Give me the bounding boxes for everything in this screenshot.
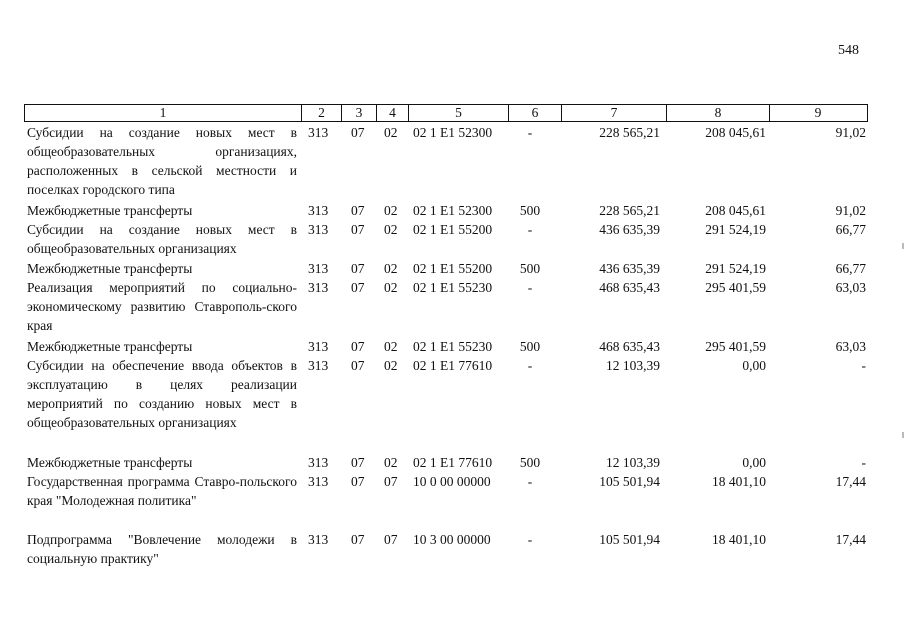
- row-col-6: -: [527, 474, 533, 489]
- row-col-6: -: [527, 358, 533, 373]
- header-col-6: 6: [508, 105, 561, 121]
- row-col-9: 63,03: [835, 339, 866, 354]
- row-col-9: 66,77: [835, 261, 866, 276]
- row-col-8: 291 524,19: [705, 222, 766, 237]
- row-col-7: 228 565,21: [599, 125, 660, 140]
- row-col-2: 313: [308, 280, 329, 295]
- row-name: Подпрограмма "Вовлечение молодежи в социальную практику": [27, 532, 297, 566]
- row-col-5: 02 1 E1 52300: [413, 203, 493, 218]
- row-col-5: 02 1 E1 55230: [413, 339, 493, 354]
- row-name: Межбюджетные трансферты: [27, 455, 193, 470]
- row-col-8: 295 401,59: [705, 339, 766, 354]
- row-col-5: 10 0 00 00000: [413, 474, 491, 489]
- row-col-8: 0,00: [742, 455, 766, 470]
- row-col-9: 91,02: [835, 203, 866, 218]
- row-name: Субсидии на создание новых мест в общеобразовательных организациях: [27, 222, 297, 256]
- row-col-7: 12 103,39: [606, 455, 660, 470]
- row-col-4: 02: [384, 339, 398, 354]
- row-col-2: 313: [308, 339, 329, 354]
- row-col-5: 02 1 E1 55230: [413, 280, 493, 295]
- row-col-9: -: [861, 455, 866, 470]
- row-col-2: 313: [308, 125, 329, 140]
- row-col-7: 105 501,94: [599, 532, 660, 547]
- row-col-7: 468 635,43: [599, 280, 660, 295]
- header-col-3: 3: [341, 105, 376, 121]
- row-col-5: 02 1 E1 52300: [413, 125, 493, 140]
- row-col-2: 313: [308, 261, 329, 276]
- header-col-8: 8: [666, 105, 769, 121]
- row-col-4: 02: [384, 280, 398, 295]
- header-col-5: 5: [408, 105, 508, 121]
- row-col-9: -: [861, 358, 866, 373]
- row-name: Субсидии на обеспечение ввода объектов в эксплуатацию в целях реализации мероприятий по созданию новых мест в общеобразовательных организациях: [27, 358, 297, 430]
- row-col-8: 295 401,59: [705, 280, 766, 295]
- row-col-5: 02 1 E1 77610: [413, 358, 493, 373]
- row-col-4: 02: [384, 125, 398, 140]
- row-col-4: 02: [384, 222, 398, 237]
- row-col-4: 02: [384, 261, 398, 276]
- row-col-4: 02: [384, 455, 398, 470]
- row-name: Субсидии на создание новых мест в общеобразовательных организациях, расположенных в сельской местности и поселках городского типа: [27, 125, 297, 197]
- row-col-3: 07: [351, 358, 365, 373]
- row-name: Государственная программа Ставро-польского края "Молодежная политика": [27, 474, 297, 508]
- row-col-6: 500: [519, 203, 541, 218]
- row-col-7: 105 501,94: [599, 474, 660, 489]
- row-col-3: 07: [351, 339, 365, 354]
- row-col-2: 313: [308, 474, 329, 489]
- row-col-3: 07: [351, 222, 365, 237]
- row-col-7: 12 103,39: [606, 358, 660, 373]
- page-number: 548: [838, 43, 859, 58]
- row-col-7: 436 635,39: [599, 261, 660, 276]
- row-col-4: 02: [384, 203, 398, 218]
- row-col-6: 500: [519, 339, 541, 354]
- header-col-2: 2: [301, 105, 341, 121]
- header-col-7: 7: [561, 105, 666, 121]
- row-name: Межбюджетные трансферты: [27, 203, 193, 218]
- row-col-3: 07: [351, 455, 365, 470]
- row-col-6: -: [527, 125, 533, 140]
- row-col-9: 91,02: [835, 125, 866, 140]
- row-col-9: 17,44: [835, 532, 866, 547]
- row-col-2: 313: [308, 532, 329, 547]
- row-col-3: 07: [351, 261, 365, 276]
- row-col-8: 208 045,61: [705, 125, 766, 140]
- row-name: Реализация мероприятий по социально-экономическому развитию Ставрополь-ского края: [27, 280, 297, 333]
- row-col-2: 313: [308, 455, 329, 470]
- row-col-8: 291 524,19: [705, 261, 766, 276]
- row-col-5: 10 3 00 00000: [413, 532, 491, 547]
- table-header: [24, 104, 868, 122]
- row-col-7: 468 635,43: [599, 339, 660, 354]
- row-col-4: 02: [384, 358, 398, 373]
- row-col-8: 208 045,61: [705, 203, 766, 218]
- row-col-5: 02 1 E1 55200: [413, 261, 493, 276]
- row-col-6: -: [527, 280, 533, 295]
- row-col-8: 18 401,10: [712, 474, 766, 489]
- row-col-7: 228 565,21: [599, 203, 660, 218]
- row-col-9: 66,77: [835, 222, 866, 237]
- row-col-3: 07: [351, 474, 365, 489]
- row-col-4: 07: [384, 532, 398, 547]
- header-col-1: 1: [159, 105, 167, 120]
- row-col-2: 313: [308, 222, 329, 237]
- row-col-2: 313: [308, 358, 329, 373]
- row-col-6: 500: [519, 261, 541, 276]
- row-col-3: 07: [351, 125, 365, 140]
- row-col-9: 63,03: [835, 280, 866, 295]
- row-col-3: 07: [351, 280, 365, 295]
- row-name: Межбюджетные трансферты: [27, 261, 193, 276]
- row-col-9: 17,44: [835, 474, 866, 489]
- row-col-2: 313: [308, 203, 329, 218]
- row-col-7: 436 635,39: [599, 222, 660, 237]
- row-col-6: 500: [519, 455, 541, 470]
- row-col-5: 02 1 E1 55200: [413, 222, 493, 237]
- row-name: Межбюджетные трансферты: [27, 339, 193, 354]
- row-col-8: 18 401,10: [712, 532, 766, 547]
- row-col-4: 07: [384, 474, 398, 489]
- row-col-6: -: [527, 222, 533, 237]
- header-col-4: 4: [376, 105, 408, 121]
- row-col-3: 07: [351, 532, 365, 547]
- row-col-5: 02 1 E1 77610: [413, 455, 493, 470]
- row-col-8: 0,00: [742, 358, 766, 373]
- header-col-9: 9: [769, 105, 866, 121]
- row-col-3: 07: [351, 203, 365, 218]
- row-col-6: -: [527, 532, 533, 547]
